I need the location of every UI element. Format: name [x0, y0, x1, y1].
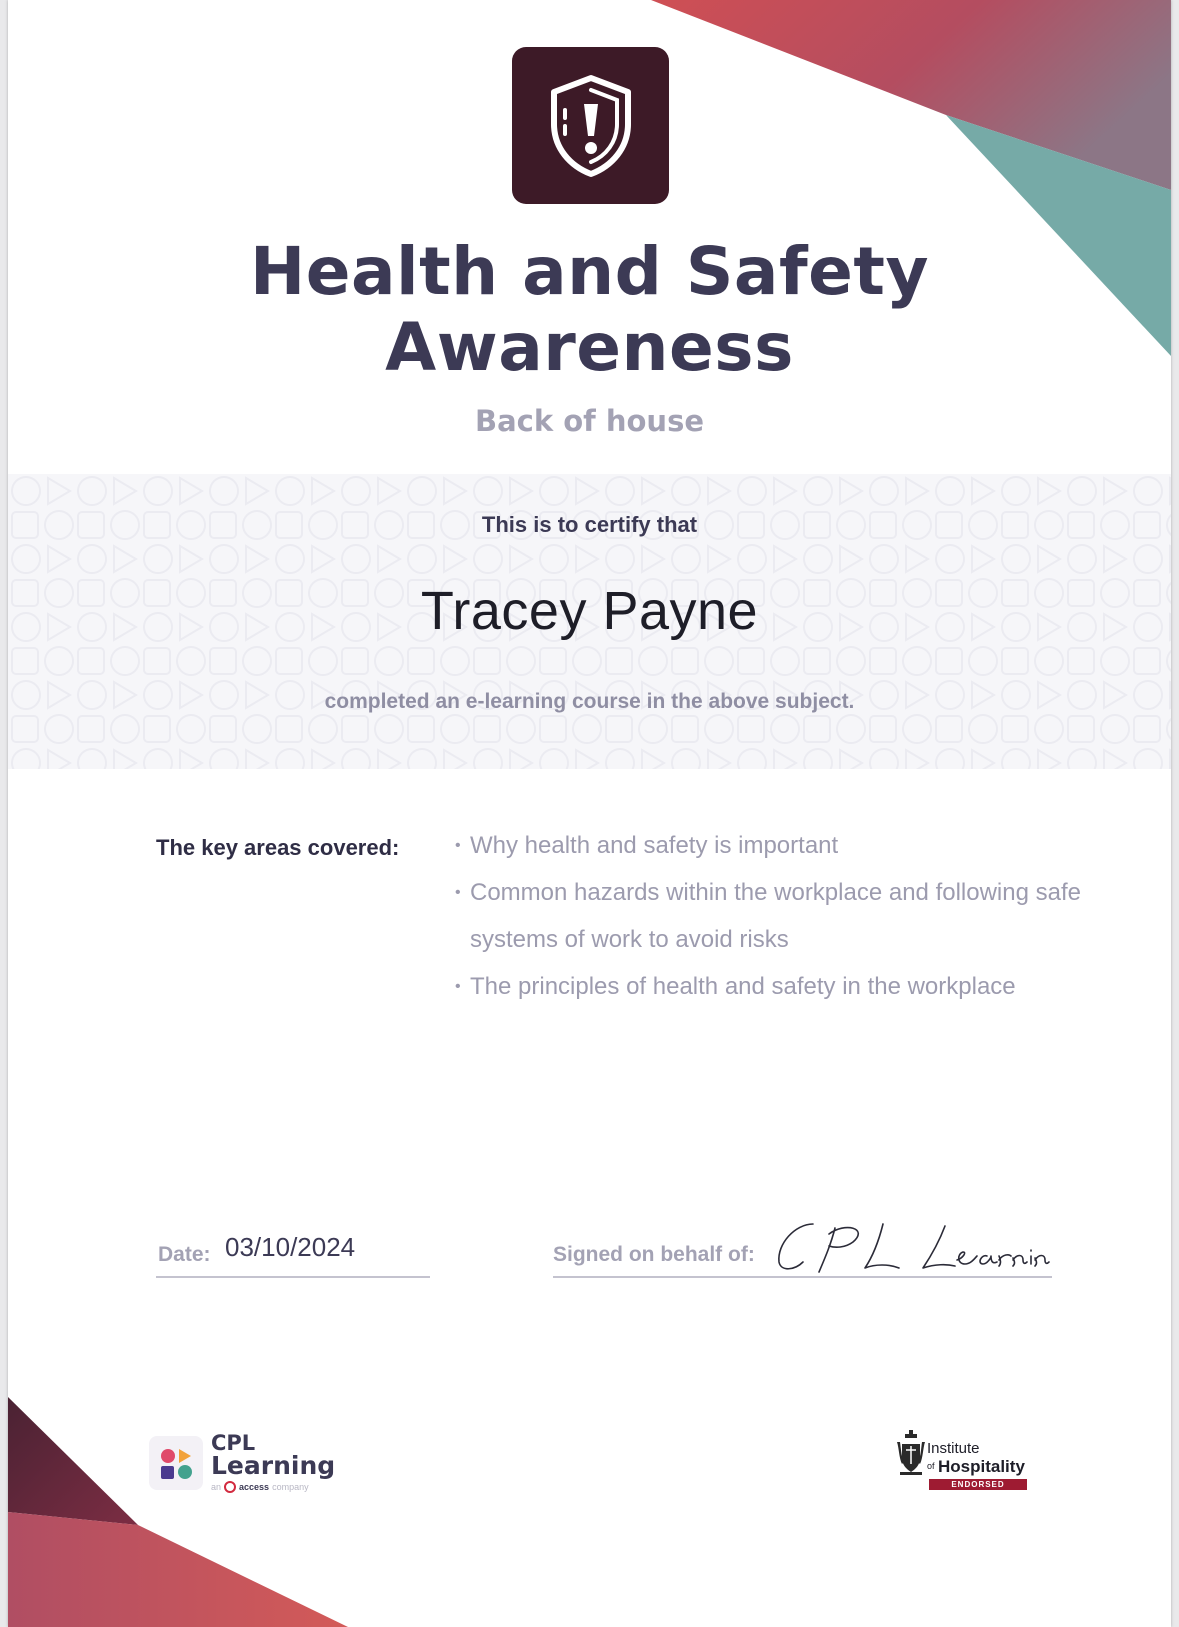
bullet-icon: • [455, 978, 461, 995]
course-subtitle: Back of house [474, 404, 705, 438]
handwritten-signature [773, 1214, 1053, 1280]
key-area-text: The principles of health and safety in the workplace [470, 973, 1016, 1000]
cpl-logo-line-1: CPL [211, 1431, 256, 1455]
key-areas-label: The key areas covered: [156, 835, 400, 860]
date-field [156, 1226, 430, 1278]
date-label: Date: [158, 1243, 211, 1266]
bullet-icon: • [455, 837, 461, 854]
endorsed-badge: ENDORSED [929, 1479, 1027, 1490]
access-ring-icon [224, 1481, 236, 1493]
recipient-name: Tracey Payne [420, 581, 759, 641]
certify-text: This is to certify that [481, 512, 698, 537]
course-title [8, 234, 1171, 386]
recipient-band [8, 474, 1171, 769]
signature-field [553, 1214, 1052, 1278]
course-title-line-1: Health and Safety [249, 233, 930, 310]
course-title-line-2: Awareness [385, 309, 794, 386]
ioh-line-2: Hospitality [938, 1457, 1025, 1476]
cpl-learning-logo [149, 1430, 339, 1492]
bullet-icon: • [455, 884, 461, 901]
ioh-line-1: Institute [927, 1440, 980, 1457]
key-area-text: Why health and safety is important [470, 832, 839, 859]
completion-text: completed an e-learning course in the above subject. [324, 690, 855, 713]
institute-of-hospitality-logo [896, 1428, 1036, 1492]
key-area-item [455, 869, 1095, 963]
certificate-page [8, 0, 1171, 1627]
date-value: 03/10/2024 [225, 1232, 356, 1262]
cpl-tag-suffix: company [272, 1482, 309, 1492]
key-area-text: Common hazards within the workplace and following safe systems of work to avoid risks [470, 879, 1081, 953]
cpl-mark-icon [149, 1436, 203, 1490]
crest-icon [896, 1428, 926, 1478]
cpl-tag-brand: access [239, 1482, 270, 1492]
key-area-item [455, 963, 1095, 1010]
shield-exclamation-icon [548, 74, 634, 178]
cpl-tag-prefix: an [211, 1482, 222, 1492]
cpl-tagline [211, 1481, 309, 1493]
signed-on-behalf-label: Signed on behalf of: [553, 1243, 755, 1266]
course-icon [512, 47, 669, 204]
cpl-logo-line-2: Learning [211, 1451, 336, 1480]
ioh-of: of [927, 1461, 935, 1471]
key-areas-list [455, 822, 1095, 1010]
key-area-item [455, 822, 1095, 869]
